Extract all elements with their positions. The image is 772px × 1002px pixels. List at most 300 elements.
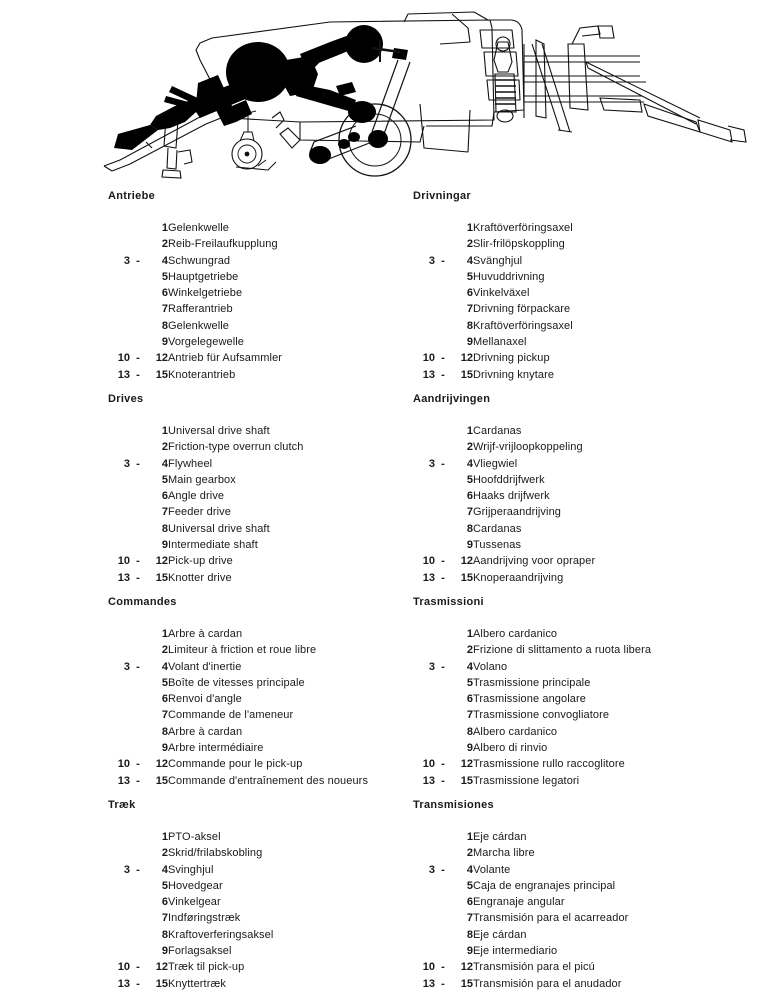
part-number-from [411, 845, 435, 861]
parts-row [106, 894, 273, 910]
part-number-to: 7 [161, 709, 168, 722]
parts-row [411, 862, 628, 878]
parts-table-de [106, 220, 282, 383]
part-label: Eje cárdan [473, 928, 527, 941]
part-number-from: 3 [428, 660, 435, 673]
part-number-dash [435, 301, 451, 317]
part-number-dash [130, 236, 146, 252]
part-label: Cardanas [473, 425, 522, 437]
part-number-from [106, 910, 130, 926]
parts-row [106, 318, 282, 334]
part-number-dash: - [136, 660, 140, 673]
part-number-dash: - [136, 758, 140, 771]
part-number-to: 5 [161, 473, 168, 486]
parts-row [106, 285, 282, 301]
part-number-to: 4 [466, 863, 473, 876]
part-number-dash [435, 707, 451, 723]
part-number-from [411, 829, 435, 845]
parts-row [411, 269, 573, 285]
legend-block-fr [106, 596, 436, 789]
part-label: Huvuddrivning [473, 270, 545, 283]
part-number-to: 9 [161, 336, 168, 349]
section-title-sv: Drivningar [413, 190, 472, 202]
part-number-from: 10 [117, 758, 130, 771]
parts-row [106, 829, 273, 845]
parts-row [106, 626, 368, 642]
part-label: Winkelgetriebe [168, 287, 243, 300]
part-number-dash [130, 642, 146, 658]
parts-row [106, 350, 282, 366]
parts-row [411, 642, 651, 658]
part-label: Svänghjul [473, 254, 523, 267]
part-number-to: 12 [460, 352, 473, 365]
part-label: Cardanas [473, 522, 522, 535]
legend-block-da [106, 799, 436, 992]
part-label: Eje cárdan [473, 831, 527, 843]
part-number-to: 2 [161, 847, 168, 860]
part-label: Hovedgear [168, 879, 223, 892]
part-number-to: 9 [466, 945, 473, 958]
part-number-dash [435, 521, 451, 537]
part-number-to: 15 [460, 571, 473, 584]
part-number-from [411, 724, 435, 740]
part-number-to: 9 [161, 742, 168, 755]
section-title-es: Transmisiones [413, 799, 494, 811]
part-number-to: 4 [161, 254, 168, 267]
section-title-it: Trasmissioni [413, 596, 484, 608]
part-number-from: 3 [123, 660, 130, 673]
part-label: Trasmissione rullo raccoglitore [473, 758, 625, 771]
part-number-dash: - [441, 457, 445, 470]
part-number-dash [130, 894, 146, 910]
part-label: Knyttertræk [168, 977, 226, 990]
parts-row [411, 740, 651, 756]
parts-table-it [411, 626, 651, 789]
part-number-from [411, 943, 435, 959]
part-number-to: 15 [155, 571, 168, 584]
part-label: Trasmissione convogliatore [473, 709, 610, 722]
part-number-to: 12 [460, 961, 473, 974]
parts-row [106, 367, 282, 383]
part-number-dash [130, 691, 146, 707]
part-number-to: 7 [161, 303, 168, 316]
parts-row [411, 724, 651, 740]
parts-row [106, 659, 368, 675]
parts-row [106, 878, 273, 894]
part-number-from [106, 626, 130, 642]
part-number-dash [435, 675, 451, 691]
parts-row [411, 626, 651, 642]
parts-row [411, 439, 595, 455]
part-number-dash [130, 301, 146, 317]
part-number-from: 13 [422, 368, 435, 381]
parts-row [106, 488, 303, 504]
part-number-to: 9 [466, 742, 473, 755]
part-label: Volante [473, 863, 511, 876]
part-label: Limiteur à friction et roue libre [168, 644, 317, 657]
parts-row [106, 910, 273, 926]
part-number-from: 3 [428, 457, 435, 470]
part-number-dash [130, 675, 146, 691]
part-number-dash: - [136, 368, 140, 381]
part-label: Hoofddrijfwerk [473, 473, 545, 486]
part-label: Forlagsaksel [168, 945, 232, 958]
part-number-to: 7 [466, 912, 473, 925]
part-label: Arbre intermédiaire [168, 742, 264, 755]
part-number-dash [130, 927, 146, 943]
part-number-from [106, 537, 130, 553]
part-label: Vinkelväxel [473, 287, 530, 300]
part-number-from [106, 845, 130, 861]
part-label: Eje intermediario [473, 945, 558, 958]
part-number-to: 5 [466, 473, 473, 486]
section-title-nl: Aandrijvingen [413, 393, 491, 405]
part-number-dash [130, 504, 146, 520]
part-number-to: 6 [161, 490, 168, 503]
parts-row [106, 756, 368, 772]
part-number-dash: - [136, 571, 140, 584]
part-number-from: 10 [117, 961, 130, 974]
section-title-da: Træk [108, 799, 136, 811]
parts-row [411, 878, 628, 894]
part-label: Albero di rinvio [473, 742, 548, 755]
parts-row [411, 943, 628, 959]
part-number-from: 10 [117, 352, 130, 365]
part-number-to: 2 [466, 847, 473, 860]
part-number-to: 6 [161, 896, 168, 909]
parts-row [106, 845, 273, 861]
part-number-dash [435, 504, 451, 520]
part-label: Main gearbox [168, 473, 236, 486]
part-number-from [106, 943, 130, 959]
part-number-to: 6 [466, 693, 473, 706]
part-number-to: 12 [155, 352, 168, 365]
legend-row-2 [0, 393, 772, 596]
part-number-from: 10 [422, 555, 435, 568]
parts-table-da [106, 829, 273, 992]
parts-row [411, 976, 628, 992]
part-number-dash [130, 521, 146, 537]
parts-row [411, 488, 595, 504]
part-number-to: 6 [466, 896, 473, 909]
part-number-dash [435, 724, 451, 740]
part-number-dash [435, 318, 451, 334]
part-number-to: 8 [161, 725, 168, 738]
part-number-from [411, 236, 435, 252]
part-number-to: 8 [466, 725, 473, 738]
parts-row [411, 285, 573, 301]
part-number-dash [130, 910, 146, 926]
part-label: Skrid/frilabskobling [168, 847, 263, 860]
parts-row [106, 253, 282, 269]
part-number-to: 2 [466, 441, 473, 454]
part-number-to: 1 [161, 222, 168, 234]
part-number-to: 4 [466, 660, 473, 673]
part-label: Vinkelgear [168, 896, 221, 909]
part-number-from [411, 927, 435, 943]
part-label: Wrijf-vrijloopkoppeling [473, 441, 583, 454]
part-number-to: 4 [161, 863, 168, 876]
part-number-to: 15 [460, 977, 473, 990]
part-number-to: 5 [466, 879, 473, 892]
parts-row [106, 862, 273, 878]
part-number-from [411, 675, 435, 691]
part-label: PTO-aksel [168, 831, 221, 843]
part-label: Arbre à cardan [168, 725, 243, 738]
part-label: Antrieb für Aufsammler [168, 352, 283, 365]
parts-row [411, 318, 573, 334]
part-number-dash: - [441, 555, 445, 568]
parts-row [106, 773, 368, 789]
part-number-dash [435, 439, 451, 455]
part-number-dash [130, 845, 146, 861]
part-label: Albero cardanico [473, 725, 558, 738]
part-number-from [411, 439, 435, 455]
part-number-from [411, 691, 435, 707]
part-number-from [411, 488, 435, 504]
part-number-from [411, 740, 435, 756]
part-number-from [106, 740, 130, 756]
part-number-dash [130, 626, 146, 642]
part-number-dash [130, 724, 146, 740]
parts-row [411, 829, 628, 845]
part-number-from [106, 220, 130, 236]
baler-line-drawing [0, 0, 772, 190]
parts-row [411, 773, 651, 789]
parts-row [106, 553, 303, 569]
parts-row [411, 659, 651, 675]
part-number-from [106, 675, 130, 691]
part-number-from [106, 642, 130, 658]
part-number-dash: - [441, 660, 445, 673]
part-label: Gelenkwelle [168, 319, 230, 332]
part-number-to: 15 [155, 368, 168, 381]
part-number-to: 12 [155, 555, 168, 568]
parts-row [106, 521, 303, 537]
part-number-to: 4 [466, 457, 473, 470]
part-number-to: 8 [466, 928, 473, 941]
part-number-from: 3 [123, 863, 130, 876]
part-label: Indføringstræk [168, 912, 241, 925]
parts-row [106, 570, 303, 586]
part-number-to: 9 [161, 945, 168, 958]
part-number-from [106, 318, 130, 334]
part-number-to: 12 [155, 758, 168, 771]
part-number-from [106, 707, 130, 723]
part-number-dash [130, 707, 146, 723]
part-label: Schwungrad [168, 254, 231, 267]
part-number-to: 15 [460, 774, 473, 787]
part-number-from [411, 707, 435, 723]
part-number-dash [435, 423, 451, 439]
part-number-to: 12 [460, 555, 473, 568]
part-label: Kraftöverföringsaxel [473, 319, 573, 332]
parts-row [411, 959, 628, 975]
parts-table-es [411, 829, 628, 992]
part-number-dash: - [441, 571, 445, 584]
parts-table-fr [106, 626, 368, 789]
parts-row [106, 504, 303, 520]
part-number-dash [435, 740, 451, 756]
part-number-from [106, 439, 130, 455]
part-number-from [411, 334, 435, 350]
part-number-from [411, 626, 435, 642]
part-number-dash [435, 845, 451, 861]
part-label: Caja de engranajes principal [473, 879, 616, 892]
part-number-from: 10 [422, 758, 435, 771]
part-label: Volano [473, 660, 508, 673]
parts-row [106, 269, 282, 285]
part-number-to: 4 [161, 660, 168, 673]
part-label: Frizione di slittamento a ruota libera [473, 644, 652, 657]
part-number-dash: - [136, 254, 140, 267]
part-number-from: 13 [117, 368, 130, 381]
part-label: Transmisión para el picú [473, 961, 595, 974]
part-number-from [106, 521, 130, 537]
part-number-from [411, 472, 435, 488]
part-number-from: 3 [123, 457, 130, 470]
part-number-dash [435, 537, 451, 553]
part-number-to: 8 [161, 319, 168, 332]
parts-row [106, 439, 303, 455]
part-label: Angle drive [168, 490, 225, 503]
parts-row [411, 334, 573, 350]
parts-row [411, 707, 651, 723]
parts-table-en [106, 423, 303, 586]
part-number-to: 8 [466, 319, 473, 332]
parts-row [106, 740, 368, 756]
part-number-to: 5 [466, 270, 473, 283]
section-title-de: Antriebe [108, 190, 156, 202]
part-number-dash [130, 537, 146, 553]
part-label: Renvoi d'angle [168, 693, 242, 706]
part-number-to: 2 [466, 238, 473, 251]
part-number-dash [435, 472, 451, 488]
parts-row [106, 976, 273, 992]
part-number-from [411, 878, 435, 894]
part-number-from: 13 [117, 977, 130, 990]
part-number-dash: - [441, 774, 445, 787]
part-number-from: 13 [422, 774, 435, 787]
part-label: Kraftoverferingsaksel [168, 928, 274, 941]
parts-row [106, 423, 303, 439]
part-number-to: 5 [466, 676, 473, 689]
part-number-dash: - [441, 961, 445, 974]
parts-row [106, 301, 282, 317]
part-number-to: 8 [161, 928, 168, 941]
part-number-dash [435, 894, 451, 910]
part-number-dash [130, 740, 146, 756]
part-number-dash [435, 927, 451, 943]
parts-row [106, 959, 273, 975]
part-number-dash: - [136, 961, 140, 974]
part-number-from [411, 301, 435, 317]
part-number-dash [435, 488, 451, 504]
part-label: Commande pour le pick-up [168, 758, 303, 771]
parts-row [411, 691, 651, 707]
parts-row [106, 537, 303, 553]
part-number-from [106, 472, 130, 488]
parts-row [411, 845, 628, 861]
part-number-dash [130, 269, 146, 285]
part-number-from [411, 423, 435, 439]
part-number-from: 10 [422, 961, 435, 974]
part-number-to: 2 [161, 441, 168, 454]
part-number-from [106, 301, 130, 317]
part-number-to: 6 [466, 287, 473, 300]
part-number-from [106, 691, 130, 707]
part-label: Arbre à cardan [168, 628, 243, 640]
part-label: Tussenas [473, 539, 522, 552]
part-number-to: 9 [466, 336, 473, 349]
part-number-to: 4 [161, 457, 168, 470]
part-number-from: 13 [117, 774, 130, 787]
part-number-to: 12 [460, 758, 473, 771]
part-label: Commande d'entraînement des noueurs [168, 774, 369, 787]
part-number-to: 5 [161, 676, 168, 689]
part-number-dash [130, 878, 146, 894]
part-label: Boîte de vitesses principale [168, 676, 305, 689]
part-number-to: 1 [466, 222, 473, 234]
parts-row [411, 894, 628, 910]
parts-row [106, 675, 368, 691]
part-label: Knoperaandrijving [473, 571, 564, 584]
part-number-dash [435, 626, 451, 642]
legend-row-3 [0, 596, 772, 799]
part-number-from: 3 [428, 863, 435, 876]
part-number-to: 1 [466, 831, 473, 843]
part-number-to: 1 [466, 425, 473, 437]
parts-row [411, 504, 595, 520]
part-number-dash: - [441, 254, 445, 267]
part-label: Kraftöverföringsaxel [473, 222, 573, 234]
part-number-from [106, 285, 130, 301]
part-number-dash [435, 829, 451, 845]
part-number-to: 15 [460, 368, 473, 381]
parts-row [106, 724, 368, 740]
part-number-dash [130, 943, 146, 959]
part-number-dash [435, 642, 451, 658]
part-number-to: 1 [161, 831, 168, 843]
part-number-from [411, 285, 435, 301]
part-number-dash [435, 236, 451, 252]
part-label: Universal drive shaft [168, 522, 270, 535]
part-number-from [411, 910, 435, 926]
part-number-from: 13 [117, 571, 130, 584]
legend-block-de [106, 190, 436, 383]
part-label: Transmisión para el acarreador [473, 912, 629, 925]
part-number-dash [130, 220, 146, 236]
part-number-from [106, 894, 130, 910]
part-label: Mellanaxel [473, 336, 527, 349]
part-number-from [106, 423, 130, 439]
part-label: Feeder drive [168, 506, 231, 519]
parts-row [411, 521, 595, 537]
part-label: Friction-type overrun clutch [168, 441, 304, 454]
part-number-dash [435, 910, 451, 926]
legend-row-1 [0, 190, 772, 393]
part-number-from: 10 [422, 352, 435, 365]
part-number-to: 8 [161, 522, 168, 535]
part-number-from [106, 724, 130, 740]
part-number-dash: - [136, 977, 140, 990]
part-number-dash [435, 943, 451, 959]
part-number-to: 15 [155, 977, 168, 990]
part-number-to: 1 [466, 628, 473, 640]
part-number-from [411, 642, 435, 658]
part-number-to: 2 [161, 238, 168, 251]
parts-row [411, 472, 595, 488]
